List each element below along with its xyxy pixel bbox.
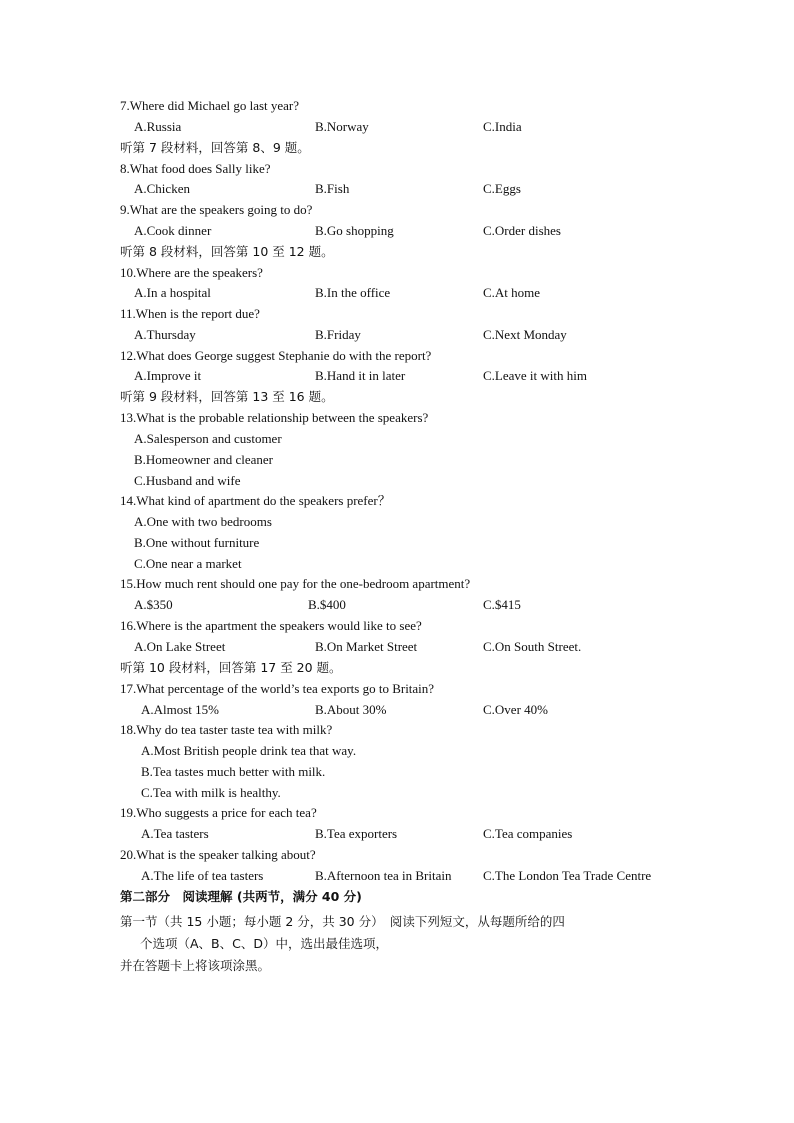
section-10-instruction: [0, 657, 794, 678]
option-b: B.About 30%: [315, 702, 387, 717]
option-b: B.One without furniture: [134, 535, 260, 550]
question-15-options: [0, 594, 794, 615]
question-17-options: [0, 699, 794, 720]
option-a: A.On Lake Street: [134, 639, 226, 654]
question-18-option-c: [0, 782, 794, 803]
option-a: A.Thursday: [134, 327, 196, 342]
question-text: 20.What is the speaker talking about?: [120, 847, 316, 862]
option-c: C.The London Tea Trade Centre: [483, 868, 652, 883]
section-9-instruction: [0, 386, 794, 407]
question-12-options: [0, 365, 794, 386]
question-13-option-c: [0, 470, 794, 491]
option-c: C.Over 40%: [483, 702, 548, 717]
option-a: A.$350: [134, 597, 173, 612]
option-c: C.Husband and wife: [134, 473, 241, 488]
option-a: A.In a hospital: [134, 285, 211, 300]
part-two-title: 第二部分 阅读理解 (共两节，满分 40 分): [120, 889, 362, 904]
option-c: C.Order dishes: [483, 223, 561, 238]
option-c: C.$415: [483, 597, 521, 612]
instruction-text: 第一节（共 15 小题；每小题 2 分，共 30 分） 阅读下列短文，从每题所给的四: [120, 914, 565, 929]
question-text: 12.What does George suggest Stephanie do with the report?: [120, 348, 432, 363]
option-b: B.In the office: [315, 285, 391, 300]
option-c: C.At home: [483, 285, 541, 300]
option-b: B.Go shopping: [315, 223, 394, 238]
question-text: 19.Who suggests a price for each tea?: [120, 805, 317, 820]
question-16: [0, 615, 794, 636]
question-7-options: [0, 116, 794, 137]
option-b: B.Norway: [315, 119, 369, 134]
section-one-instruction-line2: [0, 933, 794, 954]
option-b: B.$400: [308, 597, 346, 612]
question-text: 15.How much rent should one pay for the one-bedroom apartment?: [120, 576, 471, 591]
question-16-options: [0, 636, 794, 657]
question-7: [0, 95, 794, 116]
question-9: [0, 199, 794, 220]
question-18: [0, 719, 794, 740]
option-a: A.Russia: [134, 119, 182, 134]
question-19-options: [0, 823, 794, 844]
question-10: [0, 262, 794, 283]
question-text: 17.What percentage of the world’s tea exports go to Britain?: [120, 681, 435, 696]
question-12: [0, 345, 794, 366]
question-13-option-a: [0, 428, 794, 449]
question-14-option-a: [0, 511, 794, 532]
option-a: A.Salesperson and customer: [134, 431, 282, 446]
option-c: C.Tea with milk is healthy.: [141, 785, 281, 800]
instruction-text: 听第 7 段材料，回答第 8、9 题。: [120, 140, 310, 155]
option-a: A.One with two bedrooms: [134, 514, 272, 529]
option-a: A.Almost 15%: [141, 702, 219, 717]
question-14-option-b: [0, 532, 794, 553]
option-a: A.Cook dinner: [134, 223, 212, 238]
option-b: B.On Market Street: [315, 639, 418, 654]
instruction-text: 听第 8 段材料，回答第 10 至 12 题。: [120, 244, 334, 259]
question-text: 9.What are the speakers going to do?: [120, 202, 313, 217]
question-13-option-b: [0, 449, 794, 470]
instruction-text: 并在答题卡上将该项涂黑。: [120, 958, 271, 973]
option-b: B.Fish: [315, 181, 350, 196]
option-a: A.Improve it: [134, 368, 202, 383]
question-14: [0, 490, 794, 511]
question-20: [0, 844, 794, 865]
option-c: C.India: [483, 119, 522, 134]
option-c: C.Next Monday: [483, 327, 567, 342]
option-a: A.The life of tea tasters: [141, 868, 264, 883]
question-10-options: [0, 282, 794, 303]
option-b: B.Friday: [315, 327, 361, 342]
instruction-text: 听第 10 段材料，回答第 17 至 20 题。: [120, 660, 342, 675]
question-text: 18.Why do tea taster taste tea with milk?: [120, 722, 333, 737]
question-text: 8.What food does Sally like?: [120, 161, 271, 176]
question-text: 16.Where is the apartment the speakers would like to see?: [120, 618, 422, 633]
question-17: [0, 678, 794, 699]
question-text: 7.Where did Michael go last year?: [120, 98, 300, 113]
option-b: B.Tea tastes much better with milk.: [141, 764, 326, 779]
question-18-option-a: [0, 740, 794, 761]
option-a: A.Most British people drink tea that way.: [141, 743, 357, 758]
question-9-options: [0, 220, 794, 241]
question-text: 14.What kind of apartment do the speakers prefer？: [120, 493, 391, 508]
section-7-instruction: [0, 137, 794, 158]
question-18-option-b: [0, 761, 794, 782]
part-two-heading: [0, 886, 794, 907]
instruction-text: 听第 9 段材料，回答第 13 至 16 题。: [120, 389, 334, 404]
section-one-instruction-line3: [0, 955, 794, 976]
option-c: C.Leave it with him: [483, 368, 587, 383]
question-11-options: [0, 324, 794, 345]
question-15: [0, 573, 794, 594]
question-8-options: [0, 178, 794, 199]
option-a: A.Tea tasters: [141, 826, 209, 841]
question-13: [0, 407, 794, 428]
question-text: 10.Where are the speakers?: [120, 265, 263, 280]
option-b: B.Afternoon tea in Britain: [315, 868, 452, 883]
question-11: [0, 303, 794, 324]
question-8: [0, 158, 794, 179]
question-text: 13.What is the probable relationship between the speakers?: [120, 410, 429, 425]
option-c: C.Eggs: [483, 181, 521, 196]
section-8-instruction: [0, 241, 794, 262]
option-b: B.Tea exporters: [315, 826, 398, 841]
section-one-instruction-line1: [0, 911, 794, 932]
option-a: A.Chicken: [134, 181, 190, 196]
question-14-option-c: [0, 553, 794, 574]
question-20-options: [0, 865, 794, 886]
option-c: C.Tea companies: [483, 826, 573, 841]
option-c: C.On South Street.: [483, 639, 582, 654]
option-c: C.One near a market: [134, 556, 242, 571]
question-19: [0, 802, 794, 823]
question-text: 11.When is the report due?: [120, 306, 260, 321]
option-b: B.Hand it in later: [315, 368, 406, 383]
option-b: B.Homeowner and cleaner: [134, 452, 273, 467]
instruction-text: 个选项（A、B、C、D）中，选出最佳选项，: [140, 936, 388, 951]
